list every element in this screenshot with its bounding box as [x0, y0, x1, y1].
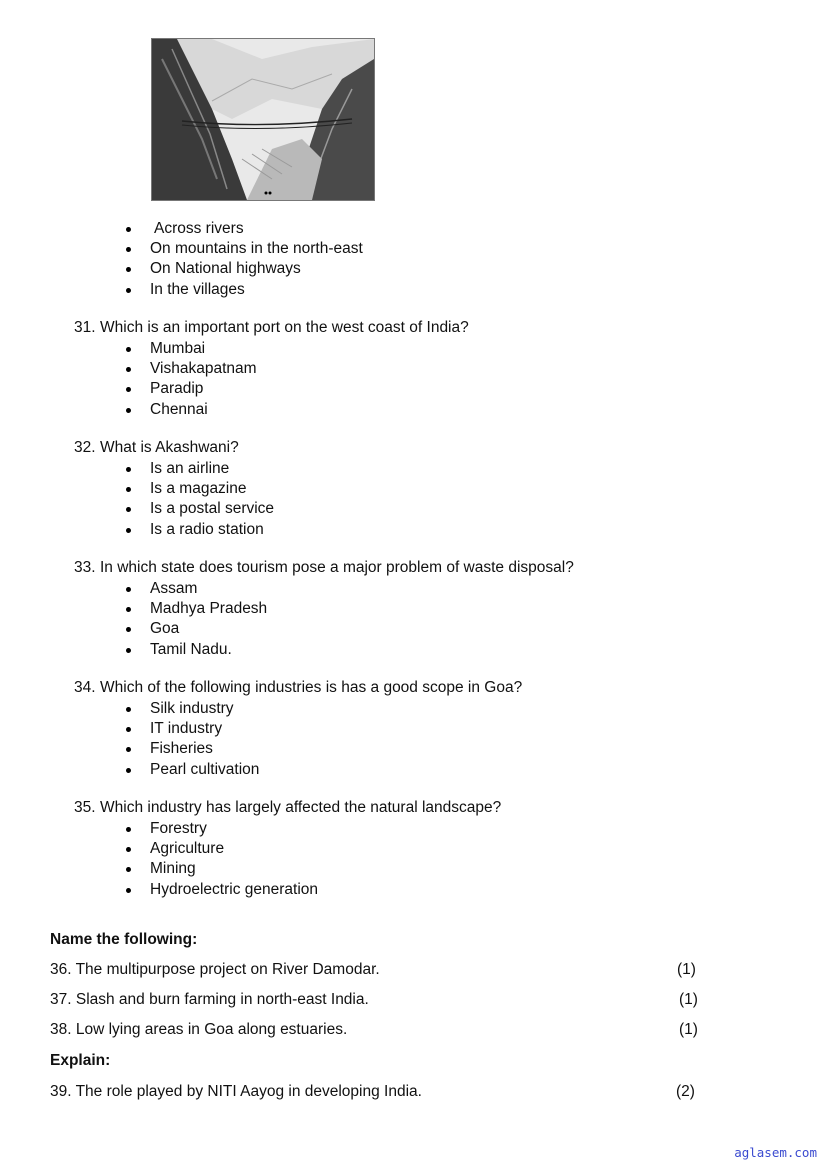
footer-watermark[interactable]: aglasem.com: [734, 1145, 817, 1160]
option: Chennai: [126, 400, 257, 420]
option: Is a magazine: [126, 479, 274, 499]
option: On National highways: [126, 259, 363, 279]
marks-37: (1): [679, 991, 698, 1008]
section-heading-name: Name the following:: [50, 931, 198, 948]
option: Agriculture: [126, 839, 318, 859]
option: Is a radio station: [126, 520, 274, 540]
option: Is a postal service: [126, 499, 274, 519]
q33-options: [126, 579, 267, 660]
question-33: 33. In which state does tourism pose a major problem of waste disposal?: [74, 559, 574, 576]
q35-options: [126, 819, 318, 900]
question-36: 36. The multipurpose project on River Damodar.: [50, 961, 380, 978]
q30-options: [126, 219, 363, 300]
section-heading-explain: Explain:: [50, 1052, 111, 1069]
option: Forestry: [126, 819, 318, 839]
marks-38: (1): [679, 1021, 698, 1038]
question-34: 34. Which of the following industries is has a good scope in Goa?: [74, 679, 523, 696]
marks-36: (1): [677, 961, 696, 978]
question-32: 32. What is Akashwani?: [74, 439, 239, 456]
q32-options: [126, 459, 274, 540]
question-31: 31. Which is an important port on the west coast of India?: [74, 319, 469, 336]
question-35: 35. Which industry has largely affected the natural landscape?: [74, 799, 502, 816]
option: Pearl cultivation: [126, 760, 259, 780]
option: Assam: [126, 579, 267, 599]
option: Is an airline: [126, 459, 274, 479]
option: In the villages: [126, 280, 363, 300]
option: IT industry: [126, 719, 259, 739]
option: Vishakapatnam: [126, 359, 257, 379]
option: Mumbai: [126, 339, 257, 359]
option: Mining: [126, 859, 318, 879]
option: On mountains in the north-east: [126, 239, 363, 259]
question-37: 37. Slash and burn farming in north-east India.: [50, 991, 369, 1008]
option: Tamil Nadu.: [126, 640, 267, 660]
q31-options: [126, 339, 257, 420]
option: Paradip: [126, 379, 257, 399]
question-39: 39. The role played by NITI Aayog in developing India.: [50, 1083, 422, 1100]
q34-options: [126, 699, 259, 780]
marks-39: (2): [676, 1083, 695, 1100]
option: Hydroelectric generation: [126, 880, 318, 900]
mountain-bridge-illustration: [151, 38, 375, 201]
option: Madhya Pradesh: [126, 599, 267, 619]
option: Goa: [126, 619, 267, 639]
option: Silk industry: [126, 699, 259, 719]
option: Fisheries: [126, 739, 259, 759]
option: Across rivers: [126, 219, 363, 239]
question-38: 38. Low lying areas in Goa along estuaries.: [50, 1021, 348, 1038]
